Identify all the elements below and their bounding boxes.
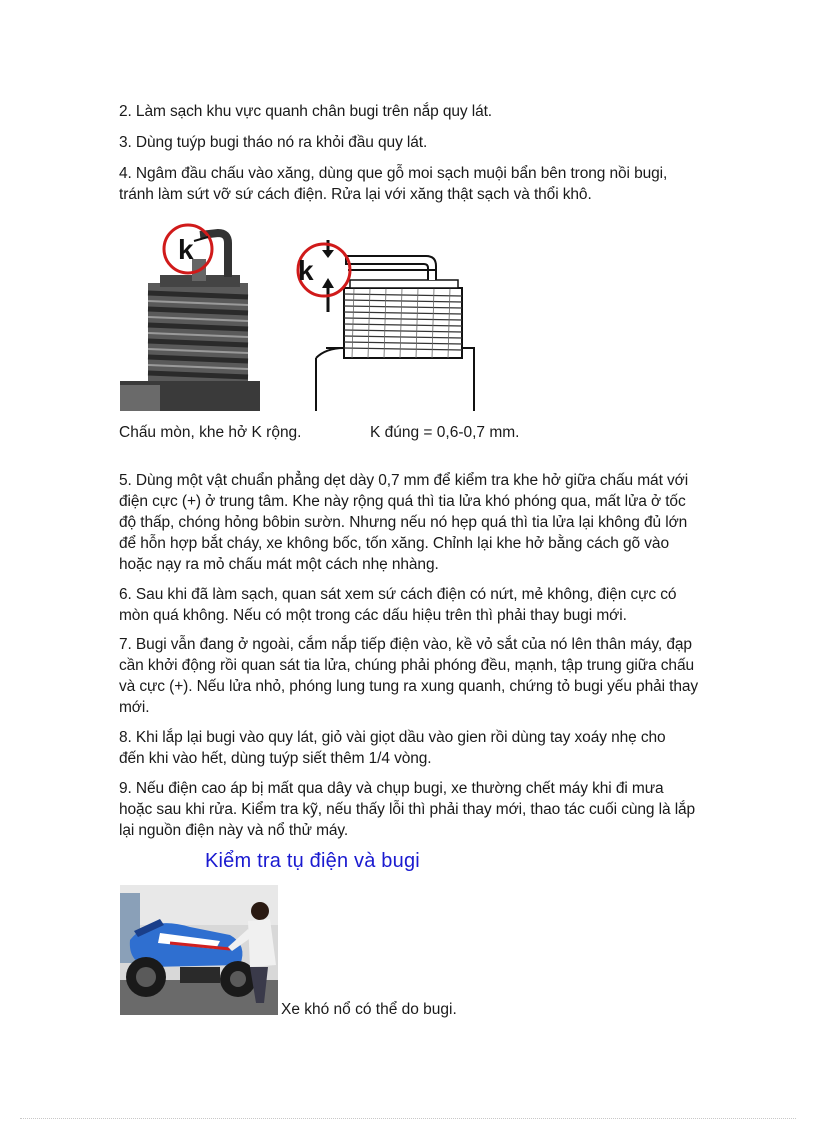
spark-plug-diagram bbox=[286, 236, 476, 411]
step-2: 2. Làm sạch khu vực quanh chân bugi trên nắp quy lát. bbox=[119, 103, 493, 120]
motorcycle-photo bbox=[120, 885, 278, 1015]
k-label-right: k bbox=[298, 255, 314, 286]
step-8: 8. Khi lắp lại bugi vào quy lát, giỏ vài giọt dầu vào gien rồi dùng tay xoáy nhẹ cho đến khi vào hết, dùng tuýp siết thêm 1/4 vòng. bbox=[119, 729, 666, 767]
step-5: 5. Dùng một vật chuẩn phẳng dẹt dày 0,7 mm để kiểm tra khe hở giữa chấu mát với điện cực (+) ở trung tâm. Khe này rộng quá thì tia lửa khó phóng qua, mất lửa ở tốc độ thấp, chóng hỏng bôbin sườn. Nhưng nếu nó hẹp quá thì tia lửa lại không đủ lớn để hỗn hợp bắt cháy, xe không bốc, tốn xăng. Chỉnh lại khe hở bằng cách gõ vào hoặc nạy ra mỏ chấu mát một cách nhẹ nhàng. bbox=[119, 472, 689, 573]
step-4: 4. Ngâm đầu chấu vào xăng, dùng que gỗ moi sạch muội bẩn bên trong nồi bugi, tránh làm sứt vỡ sứ cách điện. Rửa lại với xăng thật sạch và thổi khô. bbox=[119, 165, 668, 203]
photo-caption: Xe khó nổ có thể do bugi. bbox=[281, 1001, 457, 1018]
worn-spark-plug-image bbox=[120, 213, 260, 411]
caption-correct-gap: K đúng = 0,6-0,7 mm. bbox=[370, 424, 520, 441]
section-heading: Kiểm tra tụ điện và bugi bbox=[205, 850, 420, 872]
caption-worn-plug: Chấu mòn, khe hở K rộng. bbox=[119, 424, 302, 441]
step-6: 6. Sau khi đã làm sạch, quan sát xem sứ cách điện có nứt, mẻ không, điện cực có mòn quá không. Nếu có một trong các dấu hiệu trên thì phải thay bugi mới. bbox=[119, 586, 677, 624]
page-bottom-divider bbox=[20, 1118, 796, 1119]
correct-spark-plug-figure bbox=[286, 236, 476, 411]
k-label-left: k bbox=[178, 234, 194, 265]
step-3: 3. Dùng tuýp bugi tháo nó ra khỏi đầu quy lát. bbox=[119, 134, 428, 151]
step-9: 9. Nếu điện cao áp bị mất qua dây và chụp bugi, xe thường chết máy khi đi mưa hoặc sau khi rửa. Kiểm tra kỹ, nếu thấy lỗi thì phải thay mới, thao tác cuối cùng là lắp lại nguồn điện này và nổ thử máy. bbox=[119, 780, 696, 839]
step-7: 7. Bugi vẫn đang ở ngoài, cắm nắp tiếp điện vào, kề vỏ sắt của nó lên thân máy, đạp cần khởi động rồi quan sát tia lửa, chúng phải phóng đều, mạnh, tập trung giữa chấu và cực (+). Nếu lửa nhỏ, phóng lung tung ra xung quanh, chứng tỏ bugi yếu phải thay mới. bbox=[119, 636, 699, 716]
motorcycle-image bbox=[120, 885, 278, 1015]
worn-spark-plug-figure bbox=[120, 213, 260, 411]
